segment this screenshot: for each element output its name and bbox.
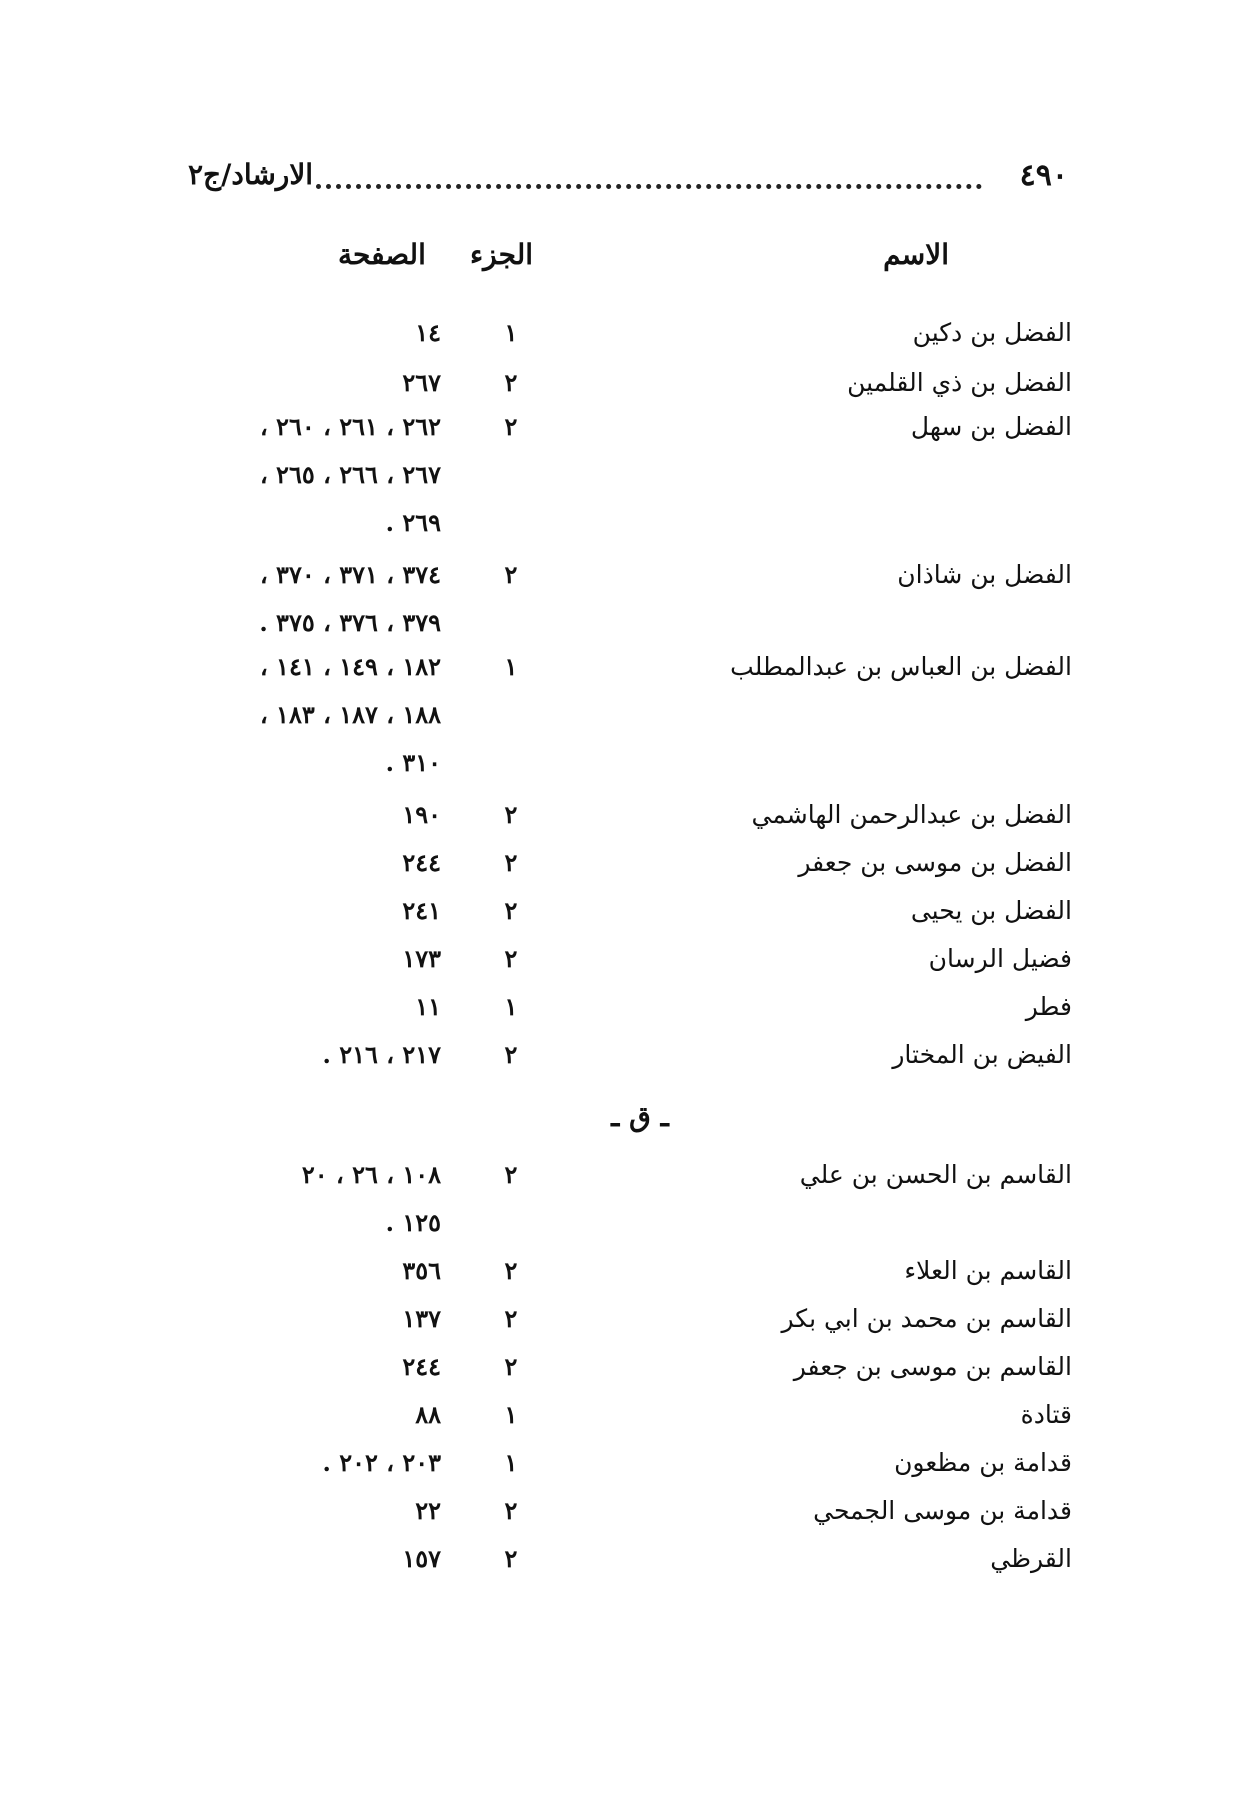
entry-volume: ٢ xyxy=(504,1496,518,1525)
entry-pages: ٢٢ xyxy=(415,1496,441,1525)
entry-pages: ٢٤٤ xyxy=(402,1352,441,1381)
section-letter: ـ ق ـ xyxy=(611,1100,669,1133)
index-row xyxy=(0,1448,1249,1492)
column-header-name: الاسم xyxy=(883,238,949,271)
entry-volume: ٢ xyxy=(504,944,518,973)
entry-volume: ٢ xyxy=(504,896,518,925)
entry-pages: ، ١٨٨ ، ١٨٧ ، ١٨٣ xyxy=(259,700,441,729)
index-row xyxy=(0,800,1249,844)
entry-pages: ١٩٠ xyxy=(402,800,441,829)
index-row xyxy=(0,1304,1249,1348)
entry-name: الفضل بن يحيى xyxy=(910,896,1072,925)
index-row xyxy=(0,412,1249,537)
entry-name: الفضل بن سهل xyxy=(910,412,1072,441)
index-row xyxy=(0,652,1249,777)
entry-name: القاسم بن محمد بن ابي بكر xyxy=(781,1304,1072,1333)
column-header-page: الصفحة xyxy=(338,238,426,271)
entry-name: القاسم بن موسى بن جعفر xyxy=(793,1352,1072,1381)
entry-pages: ١٣٧ xyxy=(402,1304,441,1333)
entry-pages: ٣٥٦ xyxy=(402,1256,441,1285)
entry-pages: ١٧٣ xyxy=(402,944,441,973)
page-header xyxy=(188,158,1068,202)
entry-pages: ١٥٧ xyxy=(402,1544,441,1573)
dot-leader xyxy=(316,184,982,189)
entry-name: الفضل بن عبدالرحمن الهاشمي xyxy=(751,800,1072,829)
index-row xyxy=(0,848,1249,892)
entry-volume: ٢ xyxy=(504,1256,518,1285)
entry-pages: . ٣١٠ xyxy=(385,748,441,777)
index-row xyxy=(0,992,1249,1036)
entry-name: الفضل بن ذي القلمين xyxy=(847,368,1072,397)
entry-name: الفضل بن العباس بن عبدالمطلب xyxy=(730,652,1072,681)
index-row xyxy=(0,1496,1249,1540)
index-row xyxy=(0,896,1249,940)
entry-pages: ٢٦٧ xyxy=(402,368,441,397)
entry-pages: ، ٢٦٧ ، ٢٦٦ ، ٢٦٥ xyxy=(259,460,441,489)
entry-name: القاسم بن الحسن بن علي xyxy=(799,1160,1072,1189)
entry-volume: ٢ xyxy=(504,800,518,829)
column-header-volume: الجزء xyxy=(470,238,533,271)
entry-volume: ٢ xyxy=(504,368,518,397)
entry-name: الفضل بن شاذان xyxy=(897,560,1072,589)
index-row xyxy=(0,560,1249,637)
entry-volume: ١ xyxy=(504,1448,518,1477)
index-row xyxy=(0,1352,1249,1396)
index-row xyxy=(0,944,1249,988)
page-number: ٤٩٠ xyxy=(1019,158,1068,193)
entry-name: القرظي xyxy=(990,1544,1072,1573)
entry-pages: ٢٤٤ xyxy=(402,848,441,877)
entry-volume: ٢ xyxy=(504,1352,518,1381)
index-row xyxy=(0,318,1249,362)
entry-name: فطر xyxy=(1025,992,1072,1021)
entry-volume: ١ xyxy=(504,992,518,1021)
entry-volume: ٢ xyxy=(504,560,518,589)
entry-pages: ١٤ xyxy=(415,318,441,347)
index-row xyxy=(0,1256,1249,1300)
running-title: الارشاد/ج٢ xyxy=(188,158,314,191)
entry-volume: ٢ xyxy=(504,1304,518,1333)
entry-name: فضيل الرسان xyxy=(928,944,1072,973)
entry-pages: ٢٤١ xyxy=(402,896,441,925)
index-row xyxy=(0,1400,1249,1444)
entry-volume: ٢ xyxy=(504,1544,518,1573)
entry-name: الفضل بن دكين xyxy=(912,318,1072,347)
entry-name: الفيض بن المختار xyxy=(892,1040,1072,1069)
entry-pages: . ٢٠٣ ، ٢٠٢ xyxy=(322,1448,441,1477)
entry-pages: . ١٢٥ xyxy=(385,1208,441,1237)
entry-volume: ٢ xyxy=(504,412,518,441)
entry-pages: ١٠٨ ، ٢٦ ، ٢٠ xyxy=(301,1160,441,1189)
entry-volume: ١ xyxy=(504,1400,518,1429)
entry-name: قدامة بن مظعون xyxy=(894,1448,1072,1477)
entry-pages: . ٣٧٩ ، ٣٧٦ ، ٣٧٥ xyxy=(259,608,441,637)
entry-volume: ٢ xyxy=(504,1040,518,1069)
entry-pages: ، ٢٦٢ ، ٢٦١ ، ٢٦٠ xyxy=(259,412,441,441)
index-row xyxy=(0,1040,1249,1084)
entry-volume: ١ xyxy=(504,652,518,681)
index-row xyxy=(0,1544,1249,1588)
entry-volume: ٢ xyxy=(504,848,518,877)
entry-pages: ٨٨ xyxy=(415,1400,441,1429)
entry-name: الفضل بن موسى بن جعفر xyxy=(798,848,1072,877)
entry-pages: ، ٣٧٤ ، ٣٧١ ، ٣٧٠ xyxy=(259,560,441,589)
index-row xyxy=(0,368,1249,412)
entry-name: قتادة xyxy=(1020,1400,1072,1429)
entry-name: قدامة بن موسى الجمحي xyxy=(813,1496,1072,1525)
entry-volume: ٢ xyxy=(504,1160,518,1189)
entry-pages: ١١ xyxy=(415,992,441,1021)
entry-volume: ١ xyxy=(504,318,518,347)
entry-pages: ، ١٨٢ ، ١٤٩ ، ١٤١ xyxy=(259,652,441,681)
entry-name: القاسم بن العلاء xyxy=(904,1256,1072,1285)
index-row xyxy=(0,1160,1249,1237)
entry-pages: . ٢٦٩ xyxy=(385,508,441,537)
entry-pages: . ٢١٧ ، ٢١٦ xyxy=(322,1040,441,1069)
